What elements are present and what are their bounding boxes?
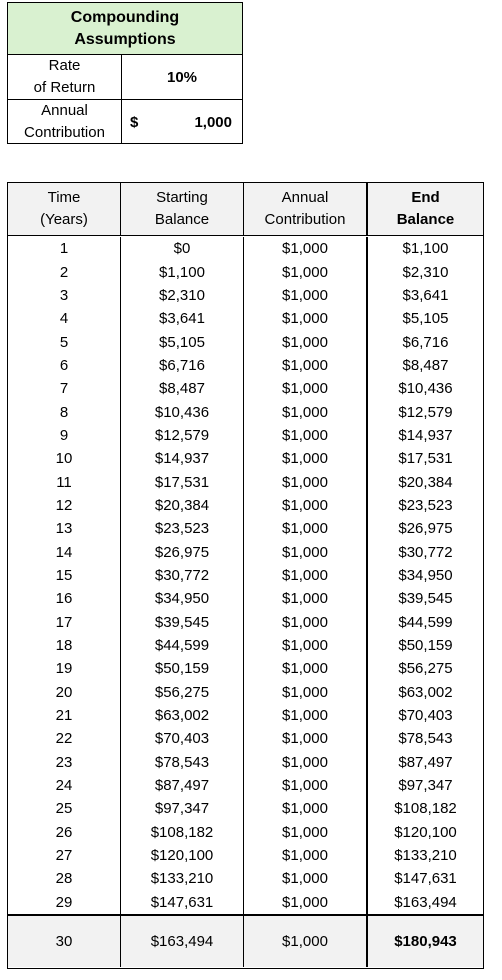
starting-balance-cell: $12,579 — [120, 424, 243, 447]
assumptions-title: Compounding Assumptions — [8, 3, 242, 55]
annual-contribution-cell: $1,000 — [243, 587, 366, 610]
end-balance-cell: $12,579 — [366, 400, 483, 423]
year-cell: 6 — [59, 356, 69, 374]
rate-of-return-row — [8, 55, 242, 99]
year-cell: 26 — [55, 823, 73, 841]
end-balance-cell: $108,182 — [366, 797, 483, 820]
table-row — [8, 587, 483, 610]
table-row — [8, 774, 483, 797]
annual-contribution-cell: $1,000 — [243, 634, 366, 657]
annual-contribution-cell: $1,000 — [243, 681, 366, 704]
table-header — [8, 183, 483, 236]
starting-balance-cell: $34,950 — [120, 587, 243, 610]
end-balance-cell: $20,384 — [366, 470, 483, 493]
starting-balance-cell: $147,631 — [120, 891, 243, 914]
starting-balance-cell: $30,772 — [120, 564, 243, 587]
annual-contribution-cell: $1,000 — [243, 611, 366, 634]
end-balance-cell: $6,716 — [366, 330, 483, 353]
year-cell: 19 — [55, 660, 73, 678]
table-row — [8, 354, 483, 377]
table-row — [8, 470, 483, 493]
end-balance-cell: $97,347 — [366, 774, 483, 797]
annual-contribution-cell: $1,000 — [243, 844, 366, 867]
annual-contribution-cell: $1,000 — [243, 657, 366, 680]
table-row — [8, 681, 483, 704]
table-row — [8, 844, 483, 867]
table-row — [8, 797, 483, 820]
table-row — [8, 867, 483, 890]
annual-contribution-cell: $1,000 — [243, 517, 366, 540]
end-balance-cell: $44,599 — [366, 611, 483, 634]
annual-contribution-cell: $1,000 — [243, 704, 366, 727]
end-balance-cell: $120,100 — [366, 821, 483, 844]
year-cell: 1 — [59, 240, 69, 258]
starting-balance-cell: $6,716 — [120, 354, 243, 377]
end-balance-cell: $5,105 — [366, 307, 483, 330]
year-cell: 7 — [59, 380, 69, 398]
table-row — [8, 517, 483, 540]
starting-balance-cell: $23,523 — [120, 517, 243, 540]
starting-balance-cell: $17,531 — [120, 470, 243, 493]
starting-balance-cell: $120,100 — [120, 844, 243, 867]
starting-balance-cell: $3,641 — [120, 307, 243, 330]
year-cell: 25 — [55, 800, 73, 818]
starting-balance-cell: $87,497 — [120, 774, 243, 797]
end-balance-cell: $30,772 — [366, 540, 483, 563]
table-row — [8, 284, 483, 307]
header-time-years: Time (Years) — [40, 189, 88, 228]
end-balance-cell: $70,403 — [366, 704, 483, 727]
year-cell: 9 — [59, 426, 69, 444]
year-cell: 11 — [56, 473, 72, 491]
header-starting-balance: Starting Balance — [120, 183, 243, 235]
starting-balance-cell: $10,436 — [120, 400, 243, 423]
year-cell: 8 — [59, 403, 69, 421]
table-body — [8, 236, 483, 916]
starting-balance-cell: $70,403 — [120, 727, 243, 750]
end-balance-cell: $26,975 — [366, 517, 483, 540]
table-row — [8, 400, 483, 423]
annual-contribution-label: Annual Contribution — [8, 100, 122, 144]
annual-contribution-cell: $1,000 — [243, 797, 366, 820]
table-row — [8, 564, 483, 587]
table-row — [8, 634, 483, 657]
year-cell: 21 — [55, 707, 73, 725]
rate-of-return-value[interactable]: 10% — [166, 68, 198, 86]
total-starting-balance: $163,494 — [120, 916, 243, 967]
end-balance-cell: $8,487 — [366, 354, 483, 377]
starting-balance-cell: $56,275 — [120, 681, 243, 704]
annual-contribution-row — [8, 99, 242, 144]
end-balance-cell: $39,545 — [366, 587, 483, 610]
starting-balance-cell: $1,100 — [120, 260, 243, 283]
table-row — [8, 494, 483, 517]
end-balance-cell: $78,543 — [366, 727, 483, 750]
annual-contribution-cell: $1,000 — [243, 751, 366, 774]
table-row — [8, 307, 483, 330]
annual-contribution-cell: $1,000 — [243, 307, 366, 330]
annual-contribution-cell: $1,000 — [243, 237, 366, 260]
annual-contribution-cell: $1,000 — [243, 494, 366, 517]
table-row — [8, 237, 483, 260]
year-cell: 23 — [55, 753, 73, 771]
starting-balance-cell: $133,210 — [120, 867, 243, 890]
end-balance-cell: $2,310 — [366, 260, 483, 283]
year-cell: 22 — [55, 730, 73, 748]
year-cell: 12 — [55, 496, 73, 514]
end-balance-cell: $3,641 — [366, 284, 483, 307]
annual-contribution-cell: $1,000 — [243, 821, 366, 844]
currency-symbol: $ — [130, 113, 139, 131]
starting-balance-cell: $44,599 — [120, 634, 243, 657]
table-row — [8, 821, 483, 844]
starting-balance-cell: $5,105 — [120, 330, 243, 353]
year-cell: 10 — [55, 450, 73, 468]
end-balance-cell: $133,210 — [366, 844, 483, 867]
starting-balance-cell: $50,159 — [120, 657, 243, 680]
annual-contribution-cell: $1,000 — [243, 564, 366, 587]
starting-balance-cell: $63,002 — [120, 704, 243, 727]
table-row — [8, 727, 483, 750]
year-cell: 3 — [59, 286, 69, 304]
table-row — [8, 260, 483, 283]
year-cell: 17 — [55, 613, 73, 631]
header-annual-contribution: Annual Contribution — [243, 183, 366, 235]
starting-balance-cell: $26,975 — [120, 540, 243, 563]
table-row — [8, 751, 483, 774]
year-cell: 13 — [55, 520, 73, 538]
annual-contribution-cell: $1,000 — [243, 867, 366, 890]
starting-balance-cell: $97,347 — [120, 797, 243, 820]
end-balance-cell: $50,159 — [366, 634, 483, 657]
year-cell: 27 — [55, 847, 73, 865]
year-cell: 24 — [55, 777, 73, 795]
year-cell: 2 — [59, 263, 69, 281]
annual-contribution-cell: $1,000 — [243, 447, 366, 470]
table-row — [8, 704, 483, 727]
rate-of-return-label: Rate of Return — [8, 55, 122, 99]
starting-balance-cell: $0 — [120, 237, 243, 260]
annual-contribution-cell: $1,000 — [243, 727, 366, 750]
end-balance-cell: $87,497 — [366, 751, 483, 774]
end-balance-cell: $34,950 — [366, 564, 483, 587]
annual-contribution-cell: $1,000 — [243, 330, 366, 353]
annual-contribution-value[interactable] — [122, 100, 242, 144]
annual-contribution-cell: $1,000 — [243, 540, 366, 563]
starting-balance-cell: $78,543 — [120, 751, 243, 774]
end-balance-cell: $23,523 — [366, 494, 483, 517]
table-row — [8, 424, 483, 447]
end-balance-cell: $14,937 — [366, 424, 483, 447]
starting-balance-cell: $39,545 — [120, 611, 243, 634]
table-row — [8, 447, 483, 470]
annual-contribution-amount: 1,000 — [194, 113, 232, 131]
starting-balance-cell: $14,937 — [120, 447, 243, 470]
annual-contribution-cell: $1,000 — [243, 377, 366, 400]
starting-balance-cell: $108,182 — [120, 821, 243, 844]
table-row — [8, 330, 483, 353]
annual-contribution-cell: $1,000 — [243, 354, 366, 377]
end-balance-cell: $17,531 — [366, 447, 483, 470]
year-cell: 14 — [55, 543, 73, 561]
total-row — [8, 916, 483, 967]
header-end-balance: End Balance — [366, 183, 483, 235]
end-balance-cell: $147,631 — [366, 867, 483, 890]
year-cell: 28 — [55, 870, 73, 888]
starting-balance-cell: $20,384 — [120, 494, 243, 517]
compounding-assumptions-box — [7, 2, 243, 144]
compounding-table — [7, 182, 484, 969]
year-cell: 16 — [55, 590, 73, 608]
annual-contribution-cell: $1,000 — [243, 891, 366, 914]
year-cell: 4 — [59, 310, 69, 328]
starting-balance-cell: $8,487 — [120, 377, 243, 400]
end-balance-cell: $1,100 — [366, 237, 483, 260]
annual-contribution-cell: $1,000 — [243, 424, 366, 447]
year-cell: 15 — [55, 566, 73, 584]
year-cell: 18 — [55, 637, 73, 655]
end-balance-cell: $10,436 — [366, 377, 483, 400]
annual-contribution-cell: $1,000 — [243, 260, 366, 283]
end-balance-cell: $56,275 — [366, 657, 483, 680]
end-balance-cell: $163,494 — [366, 891, 483, 914]
annual-contribution-cell: $1,000 — [243, 774, 366, 797]
table-row — [8, 377, 483, 400]
starting-balance-cell: $2,310 — [120, 284, 243, 307]
total-year: 30 — [55, 933, 73, 950]
table-row — [8, 657, 483, 680]
year-cell: 20 — [55, 683, 73, 701]
total-annual-contribution: $1,000 — [243, 916, 366, 967]
annual-contribution-cell: $1,000 — [243, 284, 366, 307]
annual-contribution-cell: $1,000 — [243, 470, 366, 493]
year-cell: 29 — [55, 893, 73, 911]
total-end-balance: $180,943 — [366, 916, 483, 967]
table-row — [8, 611, 483, 634]
table-row — [8, 891, 483, 914]
table-row — [8, 540, 483, 563]
annual-contribution-cell: $1,000 — [243, 400, 366, 423]
end-balance-cell: $63,002 — [366, 681, 483, 704]
year-cell: 5 — [59, 333, 69, 351]
